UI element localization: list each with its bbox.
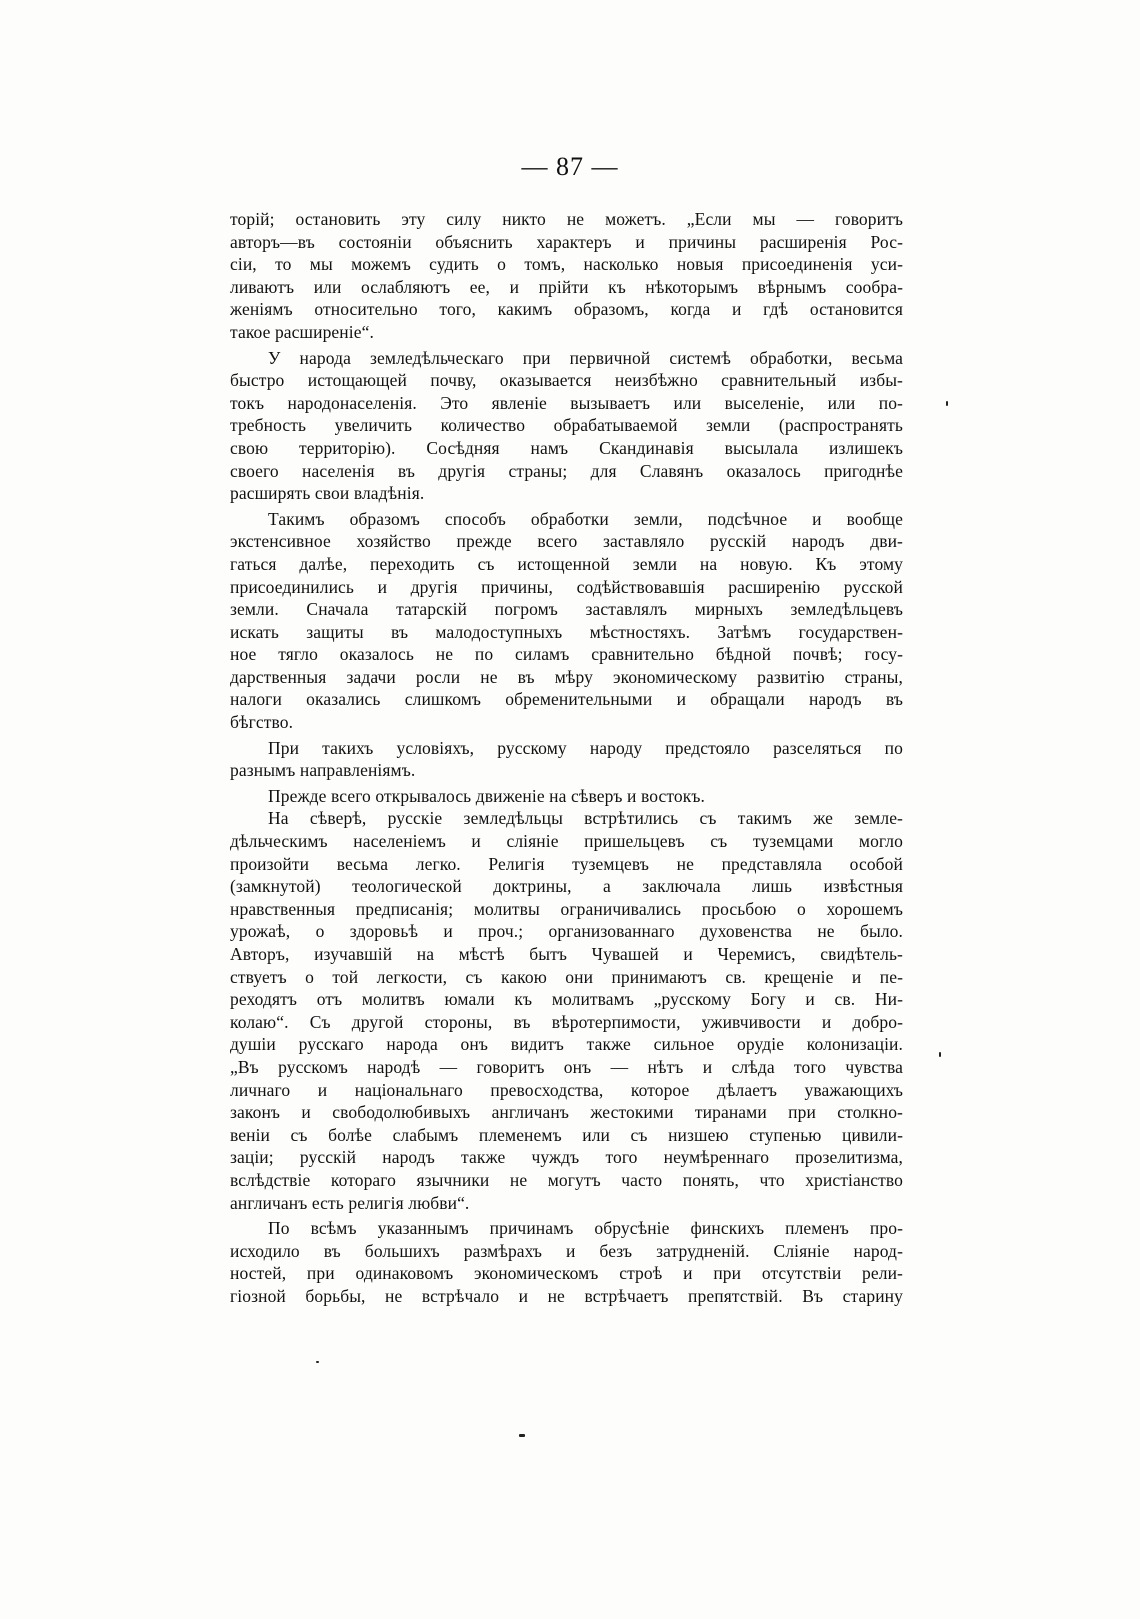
- text-line: искать защиты въ малодоступныхъ мѣстностяхъ. Затѣмъ государствен-: [230, 621, 903, 642]
- text-line: ливаютъ или ослабляютъ ее, и прійти къ нѣкоторымъ вѣрнымъ сообра-: [230, 276, 903, 297]
- text-line: требность увеличить количество обрабатываемой земли (распространять: [230, 415, 903, 436]
- text-line: англичанъ есть религія любви“.: [230, 1192, 470, 1213]
- text-line: женіямъ относительно того, какимъ образомъ, когда и гдѣ остановится: [230, 299, 903, 320]
- scan-speck: [519, 1434, 525, 1437]
- text-line: своего населенія въ другія страны; для Славянъ оказалось пригоднѣе: [230, 460, 903, 481]
- text-line: При такихъ условіяхъ, русскому народу предстояло разселяться по: [268, 737, 903, 758]
- text-line: урожаѣ, о здоровьѣ и проч.; организованнаго духовенства не было.: [230, 921, 903, 942]
- text-line: авторъ—въ состояніи объяснить характеръ и причины расширенія Рос-: [230, 231, 903, 252]
- text-line: законъ и свободолюбивыхъ англичанъ жестокими тиранами при столкно-: [230, 1102, 903, 1123]
- text-line: торій; остановить эту силу никто не можетъ. „Если мы — говоритъ: [230, 209, 903, 229]
- paragraph: [230, 208, 903, 344]
- text-line: вслѣдствіе котораго язычники не могутъ часто понять, что христіанство: [230, 1169, 903, 1190]
- text-line: разнымъ направленіямъ.: [230, 760, 416, 781]
- text-line: (замкнутой) теологической доктрины, а заключала лишь извѣстныя: [230, 876, 903, 897]
- page-number: — 87 —: [521, 152, 619, 181]
- paragraph: [230, 347, 903, 505]
- paragraph: [230, 807, 903, 1214]
- text-line: У народа земледѣльческаго при первичной системѣ обработки, весьма: [268, 347, 903, 368]
- text-line: Авторъ, изучавшій на мѣстѣ бытъ Чувашей и Черемисъ, свидѣтель-: [230, 944, 903, 964]
- text-line: гіозной борьбы, не встрѣчало и не встрѣчаетъ препятствій. Въ старину: [230, 1285, 903, 1306]
- text-line: Такимъ образомъ способъ обработки земли, подсѣчное и вообще: [268, 508, 903, 529]
- text-line: быстро истощающей почву, оказывается неизбѣжно сравнительный избы-: [230, 370, 903, 391]
- text-line: личнаго и національнаго превосходства, которое дѣлаетъ уважающихъ: [230, 1079, 903, 1100]
- text-line: расширять свои владѣнія.: [230, 483, 425, 504]
- text-line: земли. Сначала татарскій погромъ заставлялъ мирныхъ земледѣльцевъ: [230, 599, 903, 620]
- text-line: ностей, при одинаковомъ экономическомъ строѣ и при отсутствіи рели-: [230, 1263, 903, 1284]
- text-line: гаться далѣе, переходить съ истощенной земли на новую. Къ этому: [230, 553, 903, 574]
- text-line: такое расширеніе“.: [230, 321, 374, 342]
- text-line: нравственныя предписанія; молитвы ограничивались просьбою о хорошемъ: [230, 898, 903, 919]
- text-line: „Въ русскомъ народѣ — говоритъ онъ — нѣтъ и слѣда того чувства: [230, 1056, 903, 1077]
- text-line: Прежде всего открывалось движеніе на сѣверъ и востокъ.: [268, 785, 705, 806]
- text-line: бѣгство.: [230, 712, 294, 733]
- text-line: дѣльческимъ населеніемъ и сліяніе пришельцевъ съ туземцами могло: [230, 831, 903, 852]
- text-line: исходило въ большихъ размѣрахъ и безъ затрудненій. Сліяніе народ-: [230, 1240, 903, 1261]
- scan-speck: [316, 1361, 319, 1363]
- text-line: налоги оказались слишкомъ обременительными и обращали народъ въ: [230, 689, 903, 710]
- scan-speck: [939, 1052, 941, 1057]
- text-line: колаю“. Съ другой стороны, въ вѣротерпимости, уживчивости и добро-: [230, 1011, 903, 1032]
- text-line: заціи; русскій народъ также чуждъ того неумѣреннаго прозелитизма,: [230, 1147, 903, 1168]
- text-line: душіи русскаго народа онъ видитъ также сильное орудіе колонизаціи.: [230, 1034, 903, 1055]
- text-line: дарственныя задачи росли не въ мѣру экономическому развитію страны,: [230, 666, 903, 687]
- text-line: произойти весьма легко. Религія туземцевъ не представляла особой: [230, 853, 903, 874]
- paragraph: [230, 508, 903, 734]
- text-line: сіи, то мы можемъ судить о томъ, насколько новыя присоединенія уси-: [230, 254, 903, 275]
- text-line: реходятъ отъ молитвъ юмали къ молитвамъ „русскому Богу и св. Ни-: [230, 989, 903, 1010]
- paragraph: [230, 737, 903, 782]
- paragraph: [230, 785, 903, 808]
- text-line: ное тягло оказалось не по силамъ сравнительно бѣдной почвѣ; госу-: [230, 644, 903, 665]
- text-line: На сѣверѣ, русскіе земледѣльцы встрѣтились съ такимъ же земле-: [268, 808, 903, 829]
- text-line: экстенсивное хозяйство прежде всего заставляло русскій народъ дви-: [230, 531, 903, 552]
- text-line: свою территорію). Сосѣдняя намъ Скандинавія высылала излишекъ: [230, 437, 903, 458]
- paragraph: [230, 1217, 903, 1307]
- text-line: По всѣмъ указаннымъ причинамъ обрусѣніе финскихъ племенъ про-: [268, 1218, 903, 1239]
- text-line: ствуетъ о той легкости, съ какою они принимаютъ св. крещеніе и пе-: [230, 966, 903, 987]
- text-line: присоединились и другія причины, содѣйствовавшія расширенію русской: [230, 576, 903, 597]
- text-line: токъ народонаселенія. Это явленіе вызываетъ или выселеніе, или по-: [230, 392, 903, 413]
- body-text: [230, 208, 903, 1308]
- text-line: веніи съ болѣе слабымъ племенемъ или съ низшею ступенью цивили-: [230, 1124, 903, 1145]
- scan-speck: [946, 401, 948, 406]
